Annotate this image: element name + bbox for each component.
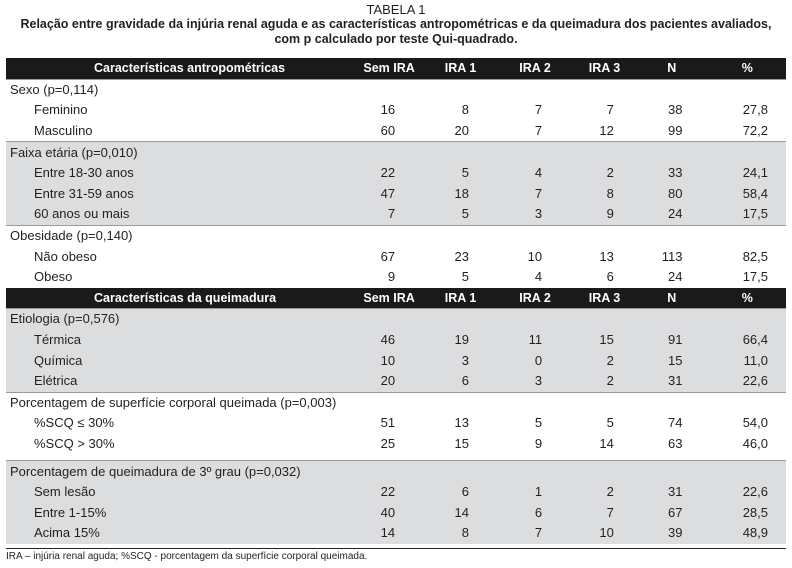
table-cell: 60 bbox=[380, 123, 396, 139]
table-row bbox=[6, 371, 786, 392]
section-header-row bbox=[6, 58, 786, 79]
table-cell: 20 bbox=[353, 371, 425, 392]
table-cell: 2 bbox=[574, 163, 635, 184]
row-label: Acima 15% bbox=[6, 523, 353, 544]
table-cell: 5 bbox=[534, 415, 543, 431]
group-label: Faixa etária (p=0,010) bbox=[6, 142, 786, 163]
table-cell: 0 bbox=[496, 350, 574, 371]
table-cell: 11 bbox=[496, 330, 574, 351]
table-cell: 7 bbox=[534, 102, 543, 118]
table-cell: 67 bbox=[635, 502, 709, 523]
table-cell: 22,6 bbox=[709, 482, 786, 503]
table-cell: 22 bbox=[353, 163, 425, 184]
table-row bbox=[6, 502, 786, 523]
table-cell: 20 bbox=[454, 123, 469, 139]
table-row bbox=[6, 246, 786, 267]
table-cell: 7 bbox=[606, 102, 614, 118]
group-row bbox=[6, 461, 786, 482]
table-cell: 31 bbox=[635, 482, 709, 503]
table-row bbox=[6, 163, 786, 184]
table-cell: 11,0 bbox=[709, 350, 786, 371]
table-cell: 8 bbox=[574, 184, 635, 205]
row-label: %SCQ > 30% bbox=[34, 435, 115, 451]
table-cell: 7 bbox=[496, 523, 574, 544]
data-table bbox=[6, 58, 786, 544]
table-cell: 6 bbox=[496, 502, 574, 523]
table-cell: 5 bbox=[425, 204, 496, 225]
table-cell: 54,0 bbox=[742, 415, 768, 431]
table-cell: 9 bbox=[574, 204, 635, 225]
table-cell: 46 bbox=[353, 330, 425, 351]
table-cell: 13 bbox=[454, 415, 469, 431]
column-header: IRA 3 bbox=[574, 288, 635, 309]
column-header: IRA 2 bbox=[496, 288, 574, 309]
column-header: IRA 3 bbox=[574, 58, 635, 79]
table-cell: 6 bbox=[425, 482, 496, 503]
table-cell: 24 bbox=[635, 204, 709, 225]
table-cell: 22 bbox=[353, 482, 425, 503]
table-cell: 3 bbox=[425, 350, 496, 371]
row-label: Térmica bbox=[6, 330, 353, 351]
section-header-label: Características antropométricas bbox=[6, 58, 353, 79]
table-cell: 5 bbox=[425, 163, 496, 184]
column-header: % bbox=[709, 288, 786, 309]
row-label: Não obeso bbox=[34, 248, 97, 264]
row-label: Elétrica bbox=[6, 371, 353, 392]
row-label: Masculino bbox=[34, 123, 93, 139]
table-cell: 10 bbox=[574, 523, 635, 544]
table-cell: 5 bbox=[461, 269, 469, 285]
table-cell: 8 bbox=[425, 523, 496, 544]
table-cell: 7 bbox=[353, 204, 425, 225]
table-cell: 3 bbox=[496, 371, 574, 392]
table-cell: 51 bbox=[380, 415, 396, 431]
section-header-row bbox=[6, 288, 786, 309]
table-cell: 17,5 bbox=[709, 204, 786, 225]
table-cell: 14 bbox=[353, 523, 425, 544]
table-cell: 1 bbox=[496, 482, 574, 503]
table-cell: 63 bbox=[668, 435, 683, 451]
column-header: Sem IRA bbox=[353, 288, 425, 309]
row-label: Entre 31-59 anos bbox=[6, 184, 353, 205]
table-cell: 12 bbox=[599, 123, 614, 139]
table-cell: 13 bbox=[599, 248, 614, 264]
table-cell: 47 bbox=[353, 184, 425, 205]
table-cell: 14 bbox=[599, 435, 614, 451]
group-label: Etiologia (p=0,576) bbox=[6, 309, 786, 330]
table-cell: 14 bbox=[425, 502, 496, 523]
table-row bbox=[6, 482, 786, 503]
table-cell: 24 bbox=[668, 269, 683, 285]
group-label: Porcentagem de queimadura de 3º grau (p=0,032) bbox=[6, 461, 786, 482]
group-label: Sexo (p=0,114) bbox=[6, 79, 786, 100]
table-cell: 82,5 bbox=[742, 248, 768, 264]
column-header: IRA 2 bbox=[496, 58, 574, 79]
table-cell: 74 bbox=[668, 415, 683, 431]
table-cell: 38 bbox=[668, 102, 683, 118]
table-row bbox=[6, 184, 786, 205]
row-label: %SCQ ≤ 30% bbox=[34, 415, 115, 431]
table-cell: 27,8 bbox=[742, 102, 768, 118]
table-cell: 3 bbox=[496, 204, 574, 225]
table-cell: 15 bbox=[635, 350, 709, 371]
table-row bbox=[6, 100, 786, 121]
column-header: N bbox=[635, 58, 709, 79]
table-cell: 91 bbox=[635, 330, 709, 351]
row-label: Entre 1-15% bbox=[6, 502, 353, 523]
table-cell: 4 bbox=[534, 269, 543, 285]
table-cell: 113 bbox=[661, 248, 683, 264]
table-cell: 15 bbox=[574, 330, 635, 351]
table-row bbox=[6, 330, 786, 351]
column-header: N bbox=[635, 288, 709, 309]
table-footnote: IRA – injúria renal aguda; %SCQ - porcentagem da superfície corporal queimada. bbox=[6, 548, 786, 562]
table-cell: 31 bbox=[635, 371, 709, 392]
table-cell: 67 bbox=[380, 248, 396, 264]
table-cell: 16 bbox=[380, 102, 396, 118]
table-cell: 2 bbox=[574, 350, 635, 371]
section-header-label: Características da queimadura bbox=[6, 288, 353, 309]
table-cell: 18 bbox=[425, 184, 496, 205]
table-cell: 17,5 bbox=[742, 269, 768, 285]
table-cell: 46,0 bbox=[742, 435, 768, 451]
table-row bbox=[6, 413, 786, 434]
table-cell: 66,4 bbox=[709, 330, 786, 351]
column-header: IRA 1 bbox=[425, 58, 496, 79]
table-cell: 7 bbox=[574, 502, 635, 523]
column-header: IRA 1 bbox=[425, 288, 496, 309]
table-row bbox=[6, 523, 786, 544]
table-cell: 10 bbox=[353, 350, 425, 371]
table-cell: 99 bbox=[668, 123, 683, 139]
group-row bbox=[6, 142, 786, 163]
table-cell: 7 bbox=[534, 123, 543, 139]
table-caption-text: Relação entre gravidade da injúria renal aguda e as características antropométricas e da queimadura dos pacientes avaliados, com p calculado por teste Qui-quadrado. bbox=[20, 17, 772, 46]
table-cell: 4 bbox=[496, 163, 574, 184]
table-cell: 28,5 bbox=[709, 502, 786, 523]
table-cell: 39 bbox=[635, 523, 709, 544]
table-row bbox=[6, 121, 786, 142]
table-row bbox=[6, 350, 786, 371]
group-row bbox=[6, 309, 786, 330]
table-cell: 5 bbox=[606, 415, 614, 431]
column-header: Sem IRA bbox=[353, 58, 425, 79]
row-label: Química bbox=[6, 350, 353, 371]
table-cell: 58,4 bbox=[709, 184, 786, 205]
row-label: 60 anos ou mais bbox=[6, 204, 353, 225]
group-row bbox=[6, 79, 786, 100]
table-row bbox=[6, 204, 786, 225]
table-cell: 8 bbox=[461, 102, 469, 118]
group-label: Porcentagem de superfície corporal queimada (p=0,003) bbox=[6, 392, 786, 413]
table-cell: 40 bbox=[353, 502, 425, 523]
table-cell: 2 bbox=[574, 482, 635, 503]
column-header: % bbox=[709, 58, 786, 79]
table-cell: 9 bbox=[387, 269, 396, 285]
table-cell: 6 bbox=[425, 371, 496, 392]
row-label: Entre 18-30 anos bbox=[6, 163, 353, 184]
table-cell: 2 bbox=[574, 371, 635, 392]
table-row bbox=[6, 267, 786, 288]
row-label: Sem lesão bbox=[6, 482, 353, 503]
table-cell: 24,1 bbox=[709, 163, 786, 184]
table-caption bbox=[0, 0, 792, 47]
table-cell: 48,9 bbox=[709, 523, 786, 544]
group-row bbox=[6, 392, 786, 413]
table-cell: 9 bbox=[534, 435, 543, 451]
group-label: Obesidade (p=0,140) bbox=[6, 225, 786, 246]
table-cell: 22,6 bbox=[709, 371, 786, 392]
table-row bbox=[6, 434, 786, 455]
table-cell: 7 bbox=[496, 184, 574, 205]
row-label: Feminino bbox=[34, 102, 88, 118]
table-cell: 80 bbox=[635, 184, 709, 205]
table-cell: 72,2 bbox=[742, 123, 768, 139]
table-cell: 15 bbox=[454, 435, 469, 451]
group-row bbox=[6, 225, 786, 246]
table-cell: 23 bbox=[454, 248, 469, 264]
table-cell: 33 bbox=[635, 163, 709, 184]
table-cell: 10 bbox=[527, 248, 543, 264]
row-label: Obeso bbox=[34, 269, 73, 285]
table-cell: 25 bbox=[380, 435, 396, 451]
table-cell: 6 bbox=[606, 269, 614, 285]
table-cell: 19 bbox=[425, 330, 496, 351]
table-title: TABELA 1 bbox=[366, 2, 426, 17]
